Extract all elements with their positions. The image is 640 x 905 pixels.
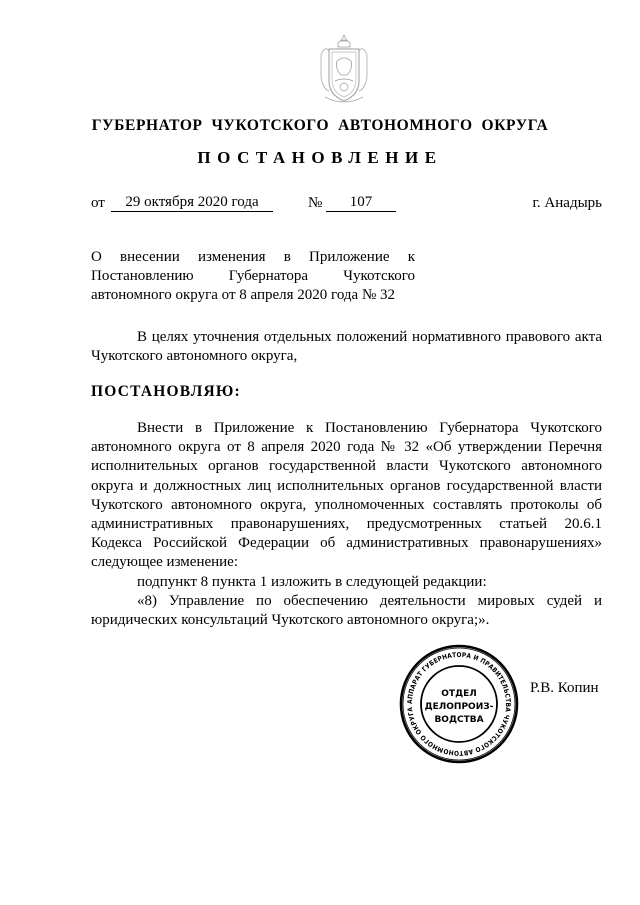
document-date: 29 октября 2020 года [111, 193, 273, 212]
document-subject [91, 248, 415, 305]
stamp-center-line: ОТДЕЛ [441, 689, 477, 699]
body-line: «8) Управление по обеспечению деятельности мировых судей и [137, 592, 602, 609]
date-prefix: от [91, 195, 105, 211]
document-place: г. Анадырь [532, 195, 602, 211]
body-line: округа и должностных лиц исполнительных органов государственной власти [91, 477, 602, 494]
office-stamp [398, 643, 520, 765]
coat-of-arms-emblem-icon [313, 31, 375, 107]
signer-name: Р.В. Копин [530, 680, 599, 696]
body-line: исполнительных органов государственной власти Чукотского автономного [91, 458, 602, 475]
stamp-ring-text: АППАРАТ ГУБЕРНАТОРА И ПРАВИТЕЛЬСТВА ЧУКОТСКОГО АВТОНОМНОГО ОКРУГА [405, 650, 513, 758]
body-line: Внести в Приложение к Постановлению Губернатора Чукотского [137, 420, 602, 436]
stamp-center-line: ВОДСТВА [434, 715, 484, 725]
body-line: Кодекса Российской Федерации об административных правонарушениях» [91, 535, 602, 552]
body-line: юридических консультаций Чукотского автономного округа;». [91, 612, 490, 629]
body-line: административных правонарушениях, предусмотренных статьей 20.6.1 [91, 516, 602, 533]
preamble [91, 328, 602, 366]
body-line: следующее изменение: [91, 554, 239, 571]
issuing-authority: ГУБЕРНАТОР ЧУКОТСКОГО АВТОНОМНОГО ОКРУГА [91, 117, 549, 134]
subject-line: Постановлению Губернатора Чукотского [91, 268, 415, 284]
document-number: 107 [326, 193, 396, 212]
preamble-line: Чукотского автономного округа, [91, 348, 298, 365]
body-line: Чукотского автономного округа, уполномоченных составлять протоколы об [91, 496, 602, 513]
document-type-title: ПОСТАНОВЛЕНИЕ [197, 148, 443, 167]
document-body [91, 419, 602, 630]
body-line: подпункт 8 пункта 1 изложить в следующей редакции: [137, 573, 487, 590]
resolve-heading: ПОСТАНОВЛЯЮ: [91, 383, 241, 400]
stamp-center-line: ДЕЛОПРОИЗ- [424, 702, 494, 712]
body-line: автономного округа от 8 апреля 2020 года № 32 «Об утверждении Перечня [91, 439, 602, 456]
subject-line: автономного округа от 8 апреля 2020 года № 32 [91, 287, 395, 303]
subject-line: О внесении изменения в Приложение к [91, 249, 415, 265]
preamble-line: В целях уточнения отдельных положений нормативного правового акта [137, 329, 602, 345]
number-prefix: № [308, 195, 323, 211]
